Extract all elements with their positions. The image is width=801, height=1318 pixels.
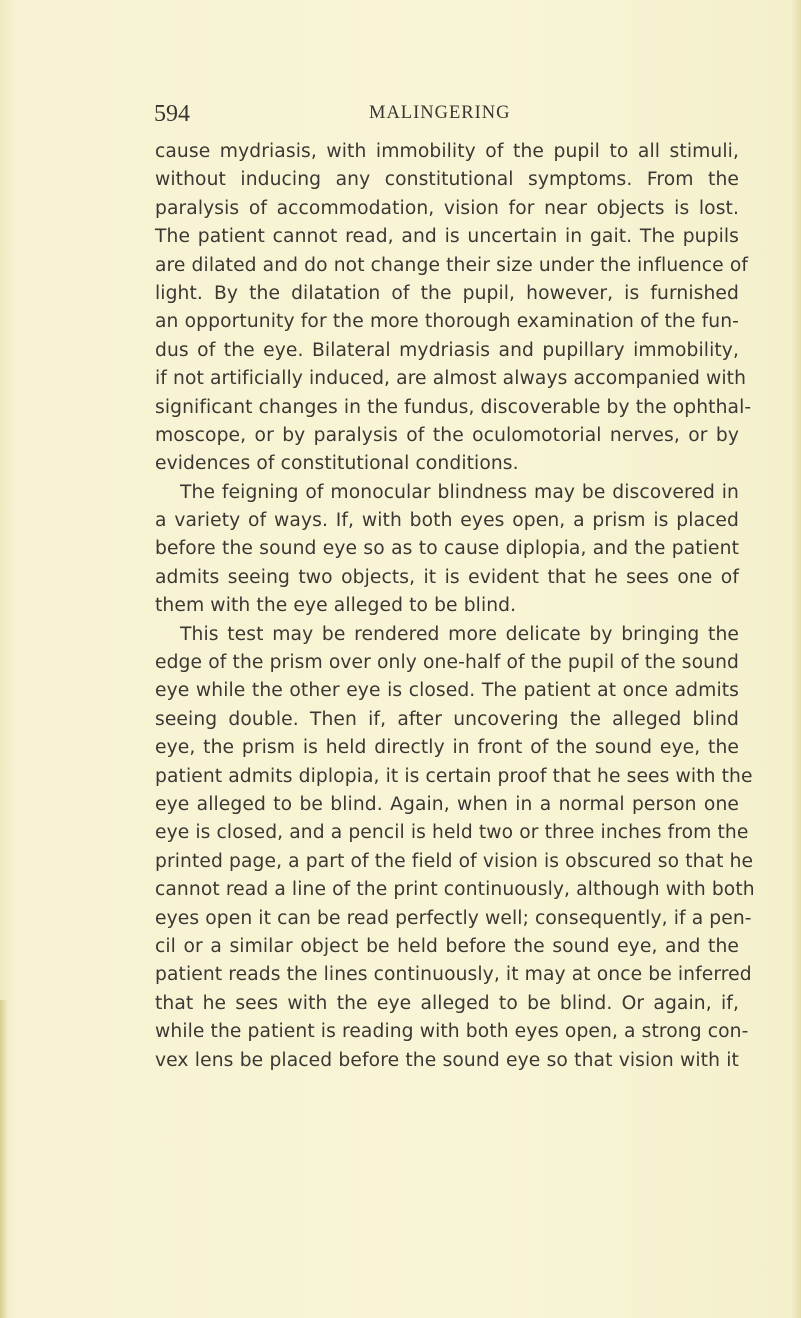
text-line: if not artificially induced, are almost always accompanied with [155, 368, 747, 390]
paragraph-start-line: The feigning of monocular blindness may be discovered in [180, 481, 739, 503]
text-line: that he sees with the eye alleged to be blind. Or again, if, [155, 992, 739, 1014]
text-line: before the sound eye so as to cause diplopia, and the patient [155, 538, 739, 560]
text-line: an opportunity for the more thorough examination of the fun- [155, 311, 739, 333]
page-number: 594 [154, 101, 190, 127]
text-line: paralysis of accommodation, vision for near objects is lost. [155, 197, 739, 219]
text-line: while the patient is reading with both eyes open, a strong con- [155, 1021, 749, 1043]
text-line: are dilated and do not change their size under the influence of [155, 254, 749, 276]
text-line: eyes open it can be read perfectly well; consequently, if a pen- [155, 907, 752, 929]
text-line: admits seeing two objects, it is evident that he sees one of [155, 566, 739, 588]
page-edge-shadow [791, 0, 801, 1318]
text-line: cause mydriasis, with immobility of the pupil to all stimuli, [155, 141, 739, 162]
text-line: patient reads the lines continuously, it may at once be inferred [155, 964, 752, 986]
text-line: eye alleged to be blind. Again, when in a normal person one [155, 793, 739, 815]
text-line: significant changes in the fundus, discoverable by the ophthal- [155, 396, 752, 418]
text-line: dus of the eye. Bilateral mydriasis and pupillary immobility, [155, 339, 739, 361]
text-line: edge of the prism over only one-half of the pupil of the sound [155, 652, 739, 674]
text-line: eye while the other eye is closed. The patient at once admits [155, 680, 739, 702]
text-line: them with the eye alleged to be blind. [155, 595, 517, 617]
text-line: eye is closed, and a pencil is held two or three inches from the [155, 822, 749, 844]
text-line: printed page, a part of the field of vision is obscured so that he [155, 850, 754, 872]
page-gutter-shadow [0, 1000, 8, 1318]
text-line: moscope, or by paralysis of the oculomotorial nerves, or by [155, 424, 739, 446]
text-line: cil or a similar object be held before the sound eye, and the [155, 935, 739, 957]
text-line: seeing double. Then if, after uncovering the alleged blind [155, 708, 739, 730]
text-line: cannot read a line of the print continuously, although with both [155, 879, 755, 901]
text-line: patient admits diplopia, it is certain proof that he sees with the [155, 765, 753, 787]
running-head [154, 100, 714, 134]
text-line: without inducing any constitutional symptoms. From the [155, 169, 739, 191]
running-title: MALINGERING [369, 103, 511, 123]
text-line: light. By the dilatation of the pupil, however, is furnished [155, 282, 739, 304]
text-line: vex lens be placed before the sound eye so that vision with it [155, 1049, 739, 1071]
text-line: a variety of ways. If, with both eyes open, a prism is placed [155, 510, 739, 532]
text-line: eye, the prism is held directly in front of the sound eye, the [155, 737, 739, 759]
body-text [155, 138, 755, 1075]
text-line: evidences of constitutional conditions. [155, 453, 519, 475]
text-line: The patient cannot read, and is uncertain in gait. The pupils [155, 226, 739, 248]
paragraph-start-line: This test may be rendered more delicate by bringing the [180, 623, 739, 645]
